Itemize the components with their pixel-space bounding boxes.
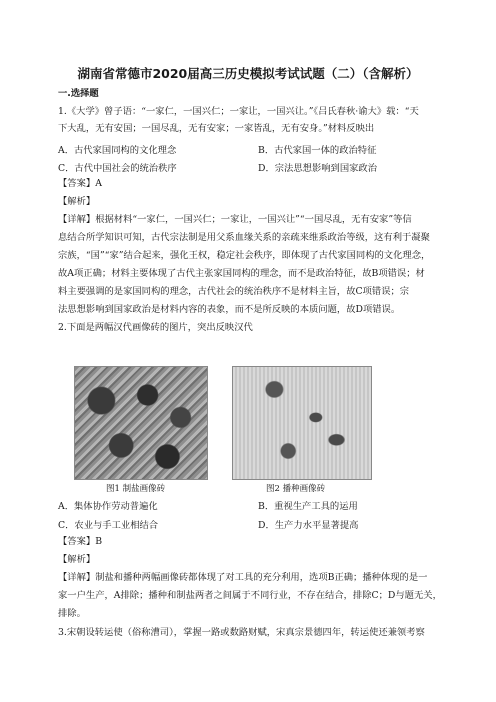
figure-2-caption: 图2 播种画像砖 [266,484,326,494]
q2-answer: 【答案】B [58,536,103,547]
page-title: 湖南省常德市2020届高三历史模拟考试试题（二）（含解析） [77,66,419,81]
sowing-relief-image [232,366,372,480]
q2-explanation-line: 家一户生产，A排除；播种和制盐两者之间属于不同行业，不存在结合，排除C；D与题无关， [58,590,442,601]
q2-explanation-line: 排除。 [58,608,86,619]
q3-stem: 3.宋朝设转运使（俗称漕司），掌握一路或数路财赋，宋真宗景德四年，转运使还兼领考察 [58,627,425,638]
q1-option-b: B．古代家国一体的政治特征 [258,145,377,156]
salt-making-relief-image [74,366,208,480]
q2-option-a: A．集体协作劳动普遍化 [58,501,158,512]
q1-answer: 【答案】A [58,178,102,189]
figure-1-caption: 图1 制盐画像砖 [106,484,166,494]
q2-option-c: C．农业与手工业相结合 [58,520,159,531]
q2-option-d: D．生产力水平显著提高 [258,520,359,531]
q1-explanation-line: 息结合所学知识可知，古代宗法制是用父系血缘关系的亲疏来维系政治等级，这有利于凝聚 [58,232,430,243]
q1-explanation-line: 法思想影响到国家政治是材料内容的表象，而不是所反映的本质问题，故D项错误。 [58,304,401,315]
q1-option-d: D．宗法思想影响到国家政治 [258,163,378,174]
q2-stem: 2.下面是两幅汉代画像砖的图片，突出反映汉代 [58,322,253,333]
q1-stem-line-2: 下大乱，无有安国；一国尽乱，无有安家；一家皆乱，无有安身。”材料反映出 [58,123,375,134]
q1-option-c: C．古代中国社会的统治秩序 [58,163,177,174]
q1-explanation-line: 故A项正确；材料主要体现了古代主张家国同构的理念，而不是政治特征，故B项错误；材 [58,268,425,279]
q1-explanation-line: 料主要强调的是家国同构的理念，古代社会的统治秩序不是材料主旨，故C项错误；宗 [58,286,410,297]
q1-explanation-line: 宗族，“国”“家”结合起来，强化王权，稳定社会秩序，即体现了古代家国同构的文化理念， [58,250,431,261]
q2-explanation-line: 【详解】制盐和播种两幅画像砖都体现了对工具的充分利用，选项B正确；播种体现的是一 [58,572,428,583]
q2-analysis-heading: 【解析】 [58,554,96,565]
q1-explanation-line: 【详解】根据材料“一家仁，一国兴仁；一家让，一国兴让”“一国尽乱，无有安家”等信 [58,214,412,225]
q1-analysis-heading: 【解析】 [58,196,96,207]
q2-option-b: B．重视生产工具的运用 [258,501,358,512]
q1-option-a: A．古代家国同构的文化理念 [58,145,177,156]
section-heading: 一.选择题 [58,88,99,99]
q1-stem-line-1: 1.《大学》曾子语：“一家仁，一国兴仁；一家让，一国兴让。”《吕氏春秋·谕大》载：“天 [58,106,419,117]
